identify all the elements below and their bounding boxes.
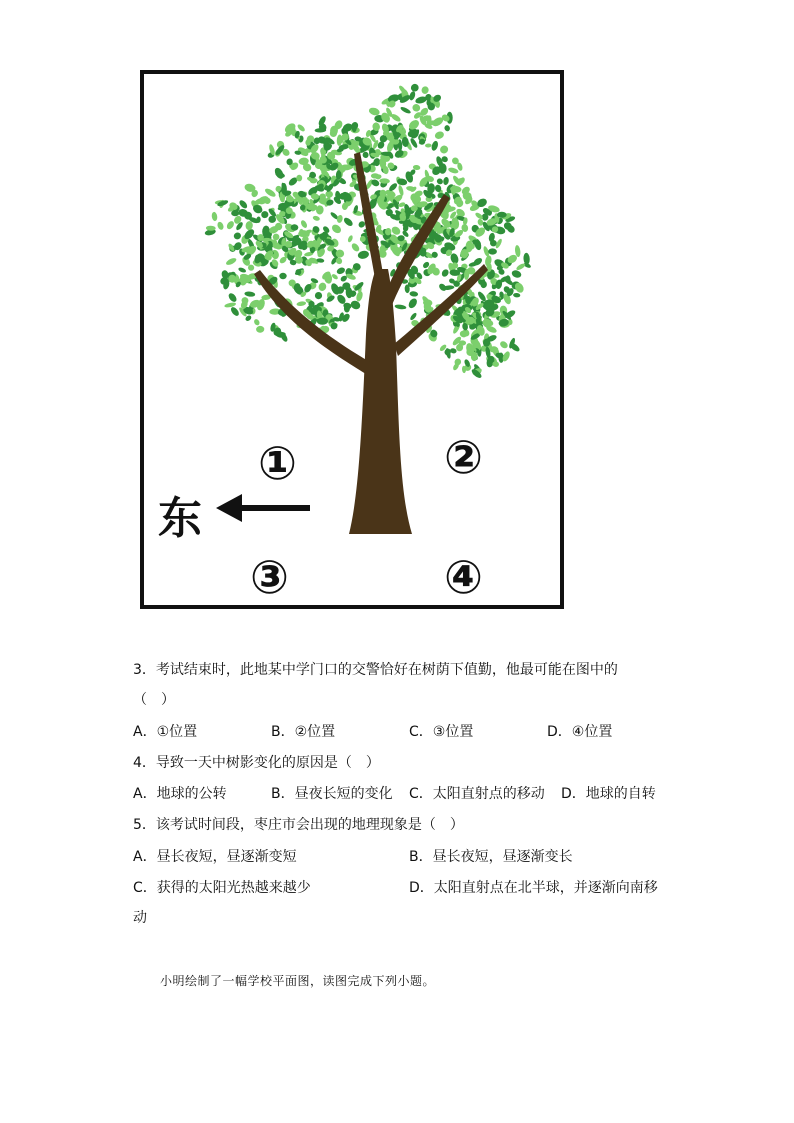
q5-option-a[interactable]: A．昼长夜短，昼逐渐变短 [133,849,297,865]
marker-1: ① [258,436,297,490]
leaf [411,103,421,113]
leaf [227,292,238,304]
q5-option-c[interactable]: C．获得的太阳光热越来越少 [133,880,311,896]
leaf [229,306,240,318]
leaf [256,326,265,333]
tree-illustration [144,74,560,605]
leaf [436,177,444,185]
leaf [233,231,242,240]
leaf [444,125,451,132]
question-5-stem: 5．该考试时间段，枣庄市会出现的地理现象是（ ） [133,817,464,833]
leaf [273,233,280,240]
tree-shadow-figure [140,70,564,609]
marker-4: ④ [444,550,483,604]
leaf [347,235,354,243]
leaf [497,212,507,218]
leaf [443,177,450,186]
leaf [409,312,418,321]
leaf [261,211,269,219]
leaf [224,302,236,309]
leaf [421,85,430,94]
q4-option-c[interactable]: C．太阳直射点的移动 [409,786,545,802]
leaf [513,293,521,298]
q3-option-a[interactable]: A．①位置 [133,724,198,740]
leaf [355,290,364,302]
leaf [409,82,420,93]
leaf [279,273,286,279]
leaf [216,221,224,231]
leaf [312,215,320,222]
leaf [211,212,218,222]
q3-option-c[interactable]: C．③位置 [409,724,474,740]
leaf [350,242,361,253]
leaf [238,267,247,274]
east-arrow [216,494,310,522]
leaf [499,340,509,350]
leaf [511,269,523,279]
leaf [349,299,361,311]
leaf [336,214,343,223]
leaf [342,216,354,227]
leaf [398,185,405,197]
question-3-options [133,722,653,742]
leaf [300,219,309,229]
leaf [449,348,457,354]
leaf [331,273,339,280]
east-direction-label: 东 [158,493,202,544]
question-3-stem: 3．考试结束时，此地某中学门口的交警恰好在树荫下值勤，他最可能在图中的 [133,662,618,678]
q4-option-a[interactable]: A．地球的公转 [133,786,227,802]
leaf [409,291,418,297]
leaf [407,128,419,139]
leaf [225,257,237,267]
leaf [317,282,327,293]
leaf [344,305,350,313]
leaf [438,144,449,155]
leaf [394,304,406,310]
leaf [330,223,342,235]
q5-option-b[interactable]: B．昼长夜短，昼逐渐变长 [409,849,573,865]
q4-option-d[interactable]: D．地球的自转 [561,786,656,802]
question-5-options-row2 [133,878,673,898]
leaf [448,167,460,175]
leaf [225,220,235,231]
leaf [430,140,439,151]
q4-option-b[interactable]: B．昼夜长短的变化 [271,786,393,802]
leaf [253,318,261,326]
leaf [245,221,253,231]
question-3-stem-bracket: （ ） [133,692,175,708]
question-4-options [133,784,673,804]
leaf [400,106,412,115]
leaf [317,318,328,325]
marker-3: ③ [250,550,289,604]
leaf [273,166,285,180]
leaf [407,297,419,310]
leaf [390,225,402,236]
leaf [425,143,432,147]
leaf [488,248,497,255]
question-5-options-row1 [133,847,673,867]
leaf [336,266,346,275]
q3-option-b[interactable]: B．②位置 [271,724,336,740]
leaf [244,291,255,297]
leaf [434,130,445,140]
leaf [357,250,370,260]
leaf [313,291,323,301]
q5-option-d[interactable]: D．太阳直射点在北半球，并逐渐向南移 [409,880,658,896]
leaf [440,268,450,278]
next-section-intro: 小明绘制了一幅学校平面图，读图完成下列小题。 [160,974,436,988]
q5-option-d-wrap: 动 [133,910,147,926]
marker-2: ② [444,430,483,484]
leaf [296,301,306,307]
q3-option-d[interactable]: D．④位置 [547,724,613,740]
question-4-stem: 4．导致一天中树影变化的原因是（ ） [133,755,380,771]
